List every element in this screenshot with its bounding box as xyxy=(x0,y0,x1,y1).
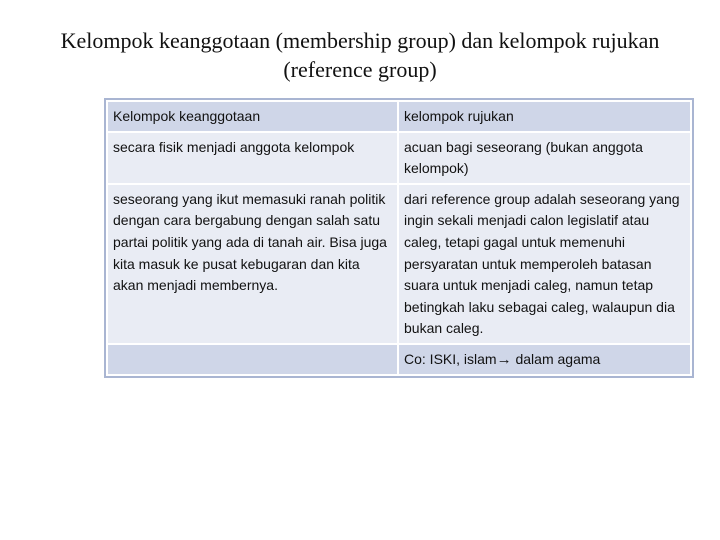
slide-title: Kelompok keanggotaan (membership group) dan kelompok rujukan (reference group) xyxy=(60,28,660,82)
footer-example-cell xyxy=(398,344,691,375)
arrow-right-icon: → xyxy=(496,350,512,368)
cell-membership-definition: secara fisik menjadi anggota kelompok xyxy=(107,132,398,184)
table-row xyxy=(107,132,691,184)
comparison-table xyxy=(106,100,692,376)
cell-reference-definition: acuan bagi seseorang (bukan anggota kelompok) xyxy=(398,132,691,184)
header-reference-group: kelompok rujukan xyxy=(398,101,691,132)
cell-reference-example: dari reference group adalah seseorang yang ingin sekali menjadi calon legislatif atau caleg, tetapi gagal untuk memenuhi persyaratan untuk memperoleh batasan suara untuk menjadi caleg, namun tetap betingkah laku sebagai caleg, walaupun dia bukan caleg. xyxy=(398,184,691,344)
footer-example-suffix: dalam agama xyxy=(511,350,601,367)
footer-empty-cell xyxy=(107,344,398,375)
cell-membership-example: seseorang yang ikut memasuki ranah politik dengan cara bergabung dengan salah satu partai politik yang ada di tanah air. Bisa juga kita masuk ke pusat kebugaran dan kita akan menjadi membernya. xyxy=(107,184,398,344)
table-footer-row xyxy=(107,344,691,375)
table-header-row xyxy=(107,101,691,132)
header-membership-group: Kelompok keanggotaan xyxy=(107,101,398,132)
table-row xyxy=(107,184,691,344)
footer-example-prefix: Co: ISKI, islam xyxy=(404,350,497,367)
